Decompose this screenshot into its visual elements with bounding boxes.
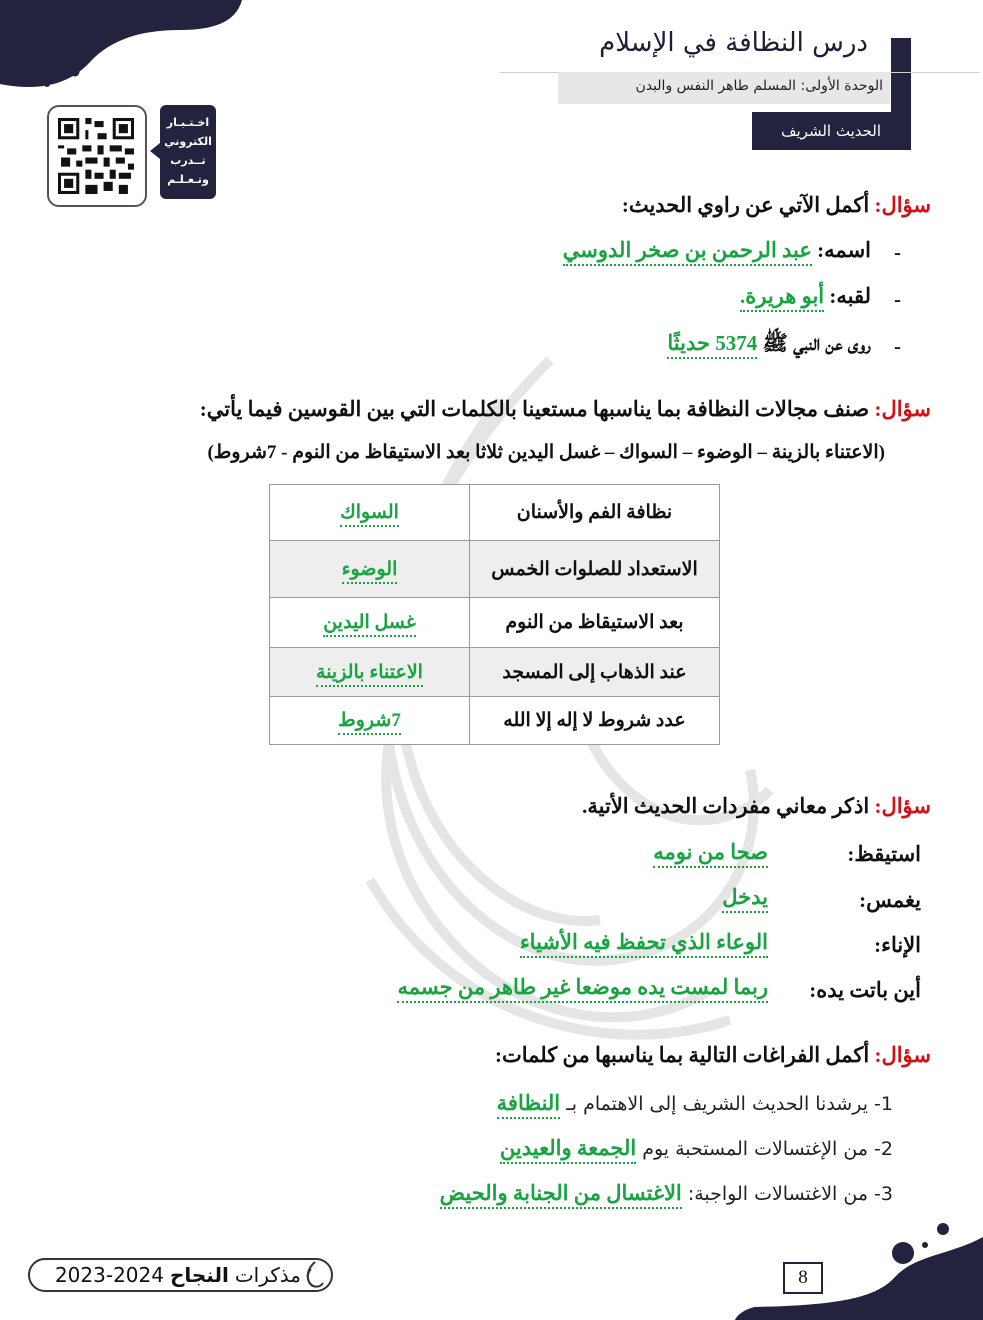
answer-text: السواك: [340, 502, 399, 527]
vocab-word: يغمس:: [859, 888, 921, 912]
lesson-title: درس النظافة في الإسلام: [599, 28, 868, 58]
vocab-meaning: [722, 885, 768, 910]
section-label: الحديث الشريف: [752, 112, 910, 150]
qr-code-icon[interactable]: [58, 118, 134, 194]
answer-text: النظافة: [497, 1091, 561, 1119]
question-label: سؤال:: [874, 1043, 931, 1067]
table-cell-item: نظافة الفم والأسنان: [470, 485, 720, 541]
brand-logo-icon: [299, 1259, 329, 1291]
table-cell-item: الاستعداد للصلوات الخمس: [470, 541, 720, 598]
fill-blank-row: [440, 1181, 893, 1206]
narrations-count-row: [667, 330, 871, 361]
question-label: سؤال:: [874, 397, 931, 421]
answer-text: ربما لمست يده موضعا غير طاهر من جسمه: [397, 975, 768, 1003]
answer-text: 7شروط: [338, 710, 401, 735]
bullet-dash: -: [894, 240, 901, 264]
table-row: [270, 648, 720, 697]
row-key: لقبه:: [829, 284, 871, 308]
table-row: [270, 697, 720, 745]
bullet-dash: -: [894, 334, 901, 358]
question-text: أكمل الآتي عن راوي الحديث:: [621, 193, 870, 217]
answer-text: 5374 حديثًا: [667, 331, 757, 359]
question-text: اذكر معاني مفردات الحديث الأتية.: [582, 794, 870, 818]
vocab-word: الإناء:: [874, 933, 921, 957]
table-row: [270, 541, 720, 598]
word-bank: (الاعتناء بالزينة – الوضوء – السواك – غسل اليدين ثلاثا بعد الاستيقاظ من النوم - 7شروط): [207, 442, 885, 463]
narrator-name-row: [563, 238, 871, 263]
fill-blank-row: [497, 1091, 893, 1116]
question-1: [622, 193, 931, 218]
vocab-meaning: [653, 840, 768, 865]
brand-name: النجاح: [169, 1263, 229, 1287]
question-text: أكمل الفراغات التالية بما يناسبها من كلمات:: [494, 1043, 870, 1067]
answer-text: الوضوء: [342, 559, 398, 584]
answer-text: يدخل: [722, 885, 768, 913]
question-label: سؤال:: [874, 193, 931, 217]
fill-prompt: 2- من الإغتسالات المستحبة يوم: [642, 1138, 893, 1160]
vocab-word: استيقظ:: [847, 842, 921, 866]
table-cell-answer: [270, 648, 470, 697]
answer-text: الوعاء الذي تحفظ فيه الأشياء: [520, 930, 768, 958]
question-2: [200, 397, 931, 422]
classification-table: [269, 484, 720, 745]
table-row: [270, 598, 720, 648]
quiz-card-line: الكتروني: [164, 135, 212, 148]
table-cell-item: بعد الاستيقاظ من النوم: [470, 598, 720, 648]
fill-prompt: 1- يرشدنا الحديث الشريف إلى الاهتمام بـ: [566, 1093, 893, 1115]
table-cell-answer: [270, 541, 470, 598]
answer-text: صحا من نومه: [653, 840, 768, 868]
answer-text: غسل اليدين: [323, 612, 416, 637]
answer-text: الجمعة والعيدين: [500, 1136, 636, 1164]
question-text: صنف مجالات النظافة بما يناسبها مستعينا بالكلمات التي بين القوسين فيما يأتي:: [199, 397, 870, 421]
answer-text: الاغتسال من الجنابة والحيض: [440, 1181, 682, 1209]
vocab-meaning: [397, 975, 768, 1000]
online-quiz-card[interactable]: [160, 105, 216, 199]
brand-year: 2023-2024: [54, 1263, 164, 1287]
answer-text: الاعتناء بالزينة: [316, 662, 423, 687]
bottom-right-decoration: [735, 1215, 983, 1320]
table-cell-answer: [270, 697, 470, 745]
table-cell-item: عند الذهاب إلى المسجد: [470, 648, 720, 697]
answer-text: أبو هريرة.: [740, 284, 824, 312]
narrator-title-row: [740, 284, 871, 309]
row-key: روى عن النبي ﷺ: [762, 331, 871, 355]
question-3: [582, 794, 931, 819]
brand-prefix: مذكرات: [234, 1263, 301, 1287]
vocab-word: أين باتت يده:: [809, 978, 921, 1002]
bullet-dash: -: [894, 287, 901, 311]
question-4: [495, 1043, 931, 1068]
table-cell-item: عدد شروط لا إله إلا الله: [470, 697, 720, 745]
quiz-card-line: وتـعـلـم: [167, 173, 209, 186]
question-label: سؤال:: [874, 794, 931, 818]
footer-brand: [28, 1258, 333, 1292]
vocab-meaning: [520, 930, 768, 955]
table-row: [270, 485, 720, 541]
fill-blank-row: [500, 1136, 893, 1161]
page-number: 8: [783, 1262, 823, 1294]
quiz-card-line: اخـتـبـار: [166, 116, 210, 129]
fill-prompt: 3- من الاغتسالات الواجبة:: [687, 1183, 893, 1205]
top-left-decoration: [0, 0, 250, 95]
table-cell-answer: [270, 485, 470, 541]
table-cell-answer: [270, 598, 470, 648]
quiz-card-line: تــدرب: [170, 154, 206, 167]
unit-title: الوحدة الأولى: المسلم طاهر النفس والبدن: [635, 78, 883, 94]
row-key: اسمه:: [817, 238, 871, 262]
answer-text: عبد الرحمن بن صخر الدوسي: [563, 238, 812, 266]
